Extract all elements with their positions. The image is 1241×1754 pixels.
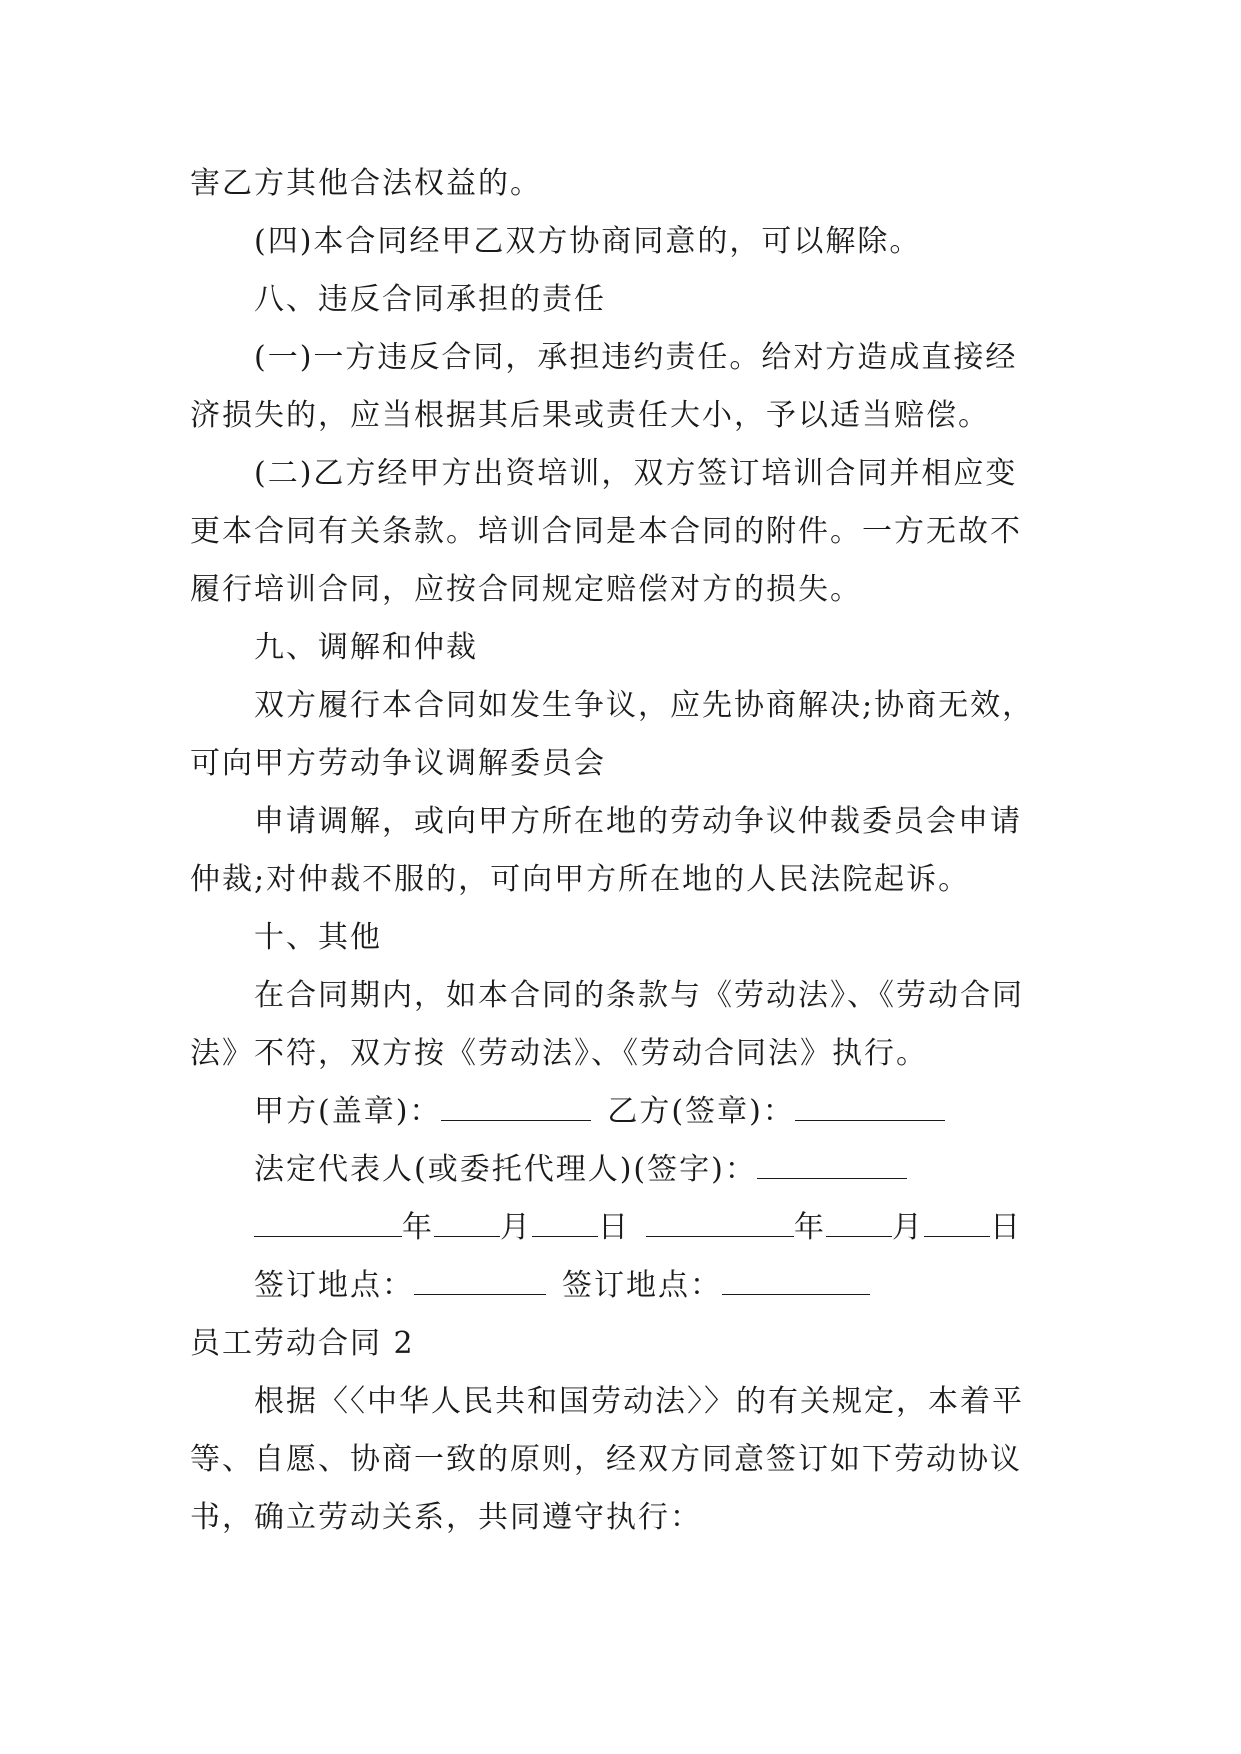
date-row (190, 1199, 1050, 1257)
signature-parties-row (190, 1083, 1050, 1141)
party-b-label: 乙方(签章)： (607, 1094, 795, 1129)
month-blank-b (826, 1210, 892, 1237)
paragraph-line: 更本合同有关条款。培训合同是本合同的附件。一方无故不 (190, 514, 1022, 549)
place-b-label: 签订地点： (562, 1268, 722, 1303)
section-heading: 九、调解和仲裁 (254, 630, 478, 665)
year-label: 年 (794, 1210, 826, 1245)
section-heading: 十、其他 (254, 920, 382, 955)
legal-rep-blank (757, 1152, 907, 1179)
paragraph-line: (二)乙方经甲方出资培训，双方签订培训合同并相应变 (254, 456, 1018, 491)
paragraph-line: (一)一方违反合同，承担违约责任。给对方造成直接经 (254, 340, 1018, 375)
paragraph-line: 法》不符，双方按《劳动法》、《劳动合同法》执行。 (190, 1036, 928, 1071)
paragraph-line: 履行培训合同，应按合同规定赔偿对方的损失。 (190, 572, 862, 607)
legal-rep-label: 法定代表人(或委托代理人)(签字)： (254, 1152, 757, 1187)
paragraph-line: 在合同期内，如本合同的条款与《劳动法》、《劳动合同 (254, 978, 1024, 1013)
legal-rep-row (190, 1141, 1050, 1199)
party-b-blank (795, 1094, 945, 1121)
section-title: 员工劳动合同 2 (190, 1326, 415, 1361)
month-label: 月 (892, 1210, 924, 1245)
party-a-blank (441, 1094, 591, 1121)
paragraph-line: 害乙方其他合法权益的。 (190, 166, 542, 201)
signing-place-row (190, 1257, 1050, 1315)
paragraph-line: 书，确立劳动关系，共同遵守执行： (190, 1500, 702, 1535)
year-blank-b (646, 1210, 794, 1237)
section-heading: 八、违反合同承担的责任 (254, 282, 606, 317)
party-a-label: 甲方(盖章)： (254, 1094, 442, 1129)
paragraph-line: 根据〈〈中华人民共和国劳动法〉〉的有关规定，本着平 (254, 1384, 1024, 1419)
paragraph-line: 可向甲方劳动争议调解委员会 (190, 746, 606, 781)
year-blank-a (254, 1210, 402, 1237)
place-a-label: 签订地点： (254, 1268, 414, 1303)
paragraph-line: 济损失的，应当根据其后果或责任大小，予以适当赔偿。 (190, 398, 990, 433)
day-label: 日 (598, 1210, 630, 1245)
paragraph-line: 申请调解，或向甲方所在地的劳动争议仲裁委员会申请 (254, 804, 1022, 839)
day-blank-b (924, 1210, 990, 1237)
paragraph-line: 仲裁;对仲裁不服的，可向甲方所在地的人民法院起诉。 (190, 862, 971, 897)
place-a-blank (414, 1268, 546, 1295)
month-blank-a (434, 1210, 500, 1237)
day-label: 日 (990, 1210, 1022, 1245)
year-label: 年 (402, 1210, 434, 1245)
paragraph-line: 等、自愿、协商一致的原则，经双方同意签订如下劳动协议 (190, 1442, 1022, 1477)
document-body (190, 155, 1050, 1547)
day-blank-a (532, 1210, 598, 1237)
paragraph-line: (四)本合同经甲乙双方协商同意的，可以解除。 (254, 224, 922, 259)
paragraph-line: 双方履行本合同如发生争议，应先协商解决;协商无效， (254, 688, 1035, 723)
place-b-blank (722, 1268, 870, 1295)
month-label: 月 (500, 1210, 532, 1245)
